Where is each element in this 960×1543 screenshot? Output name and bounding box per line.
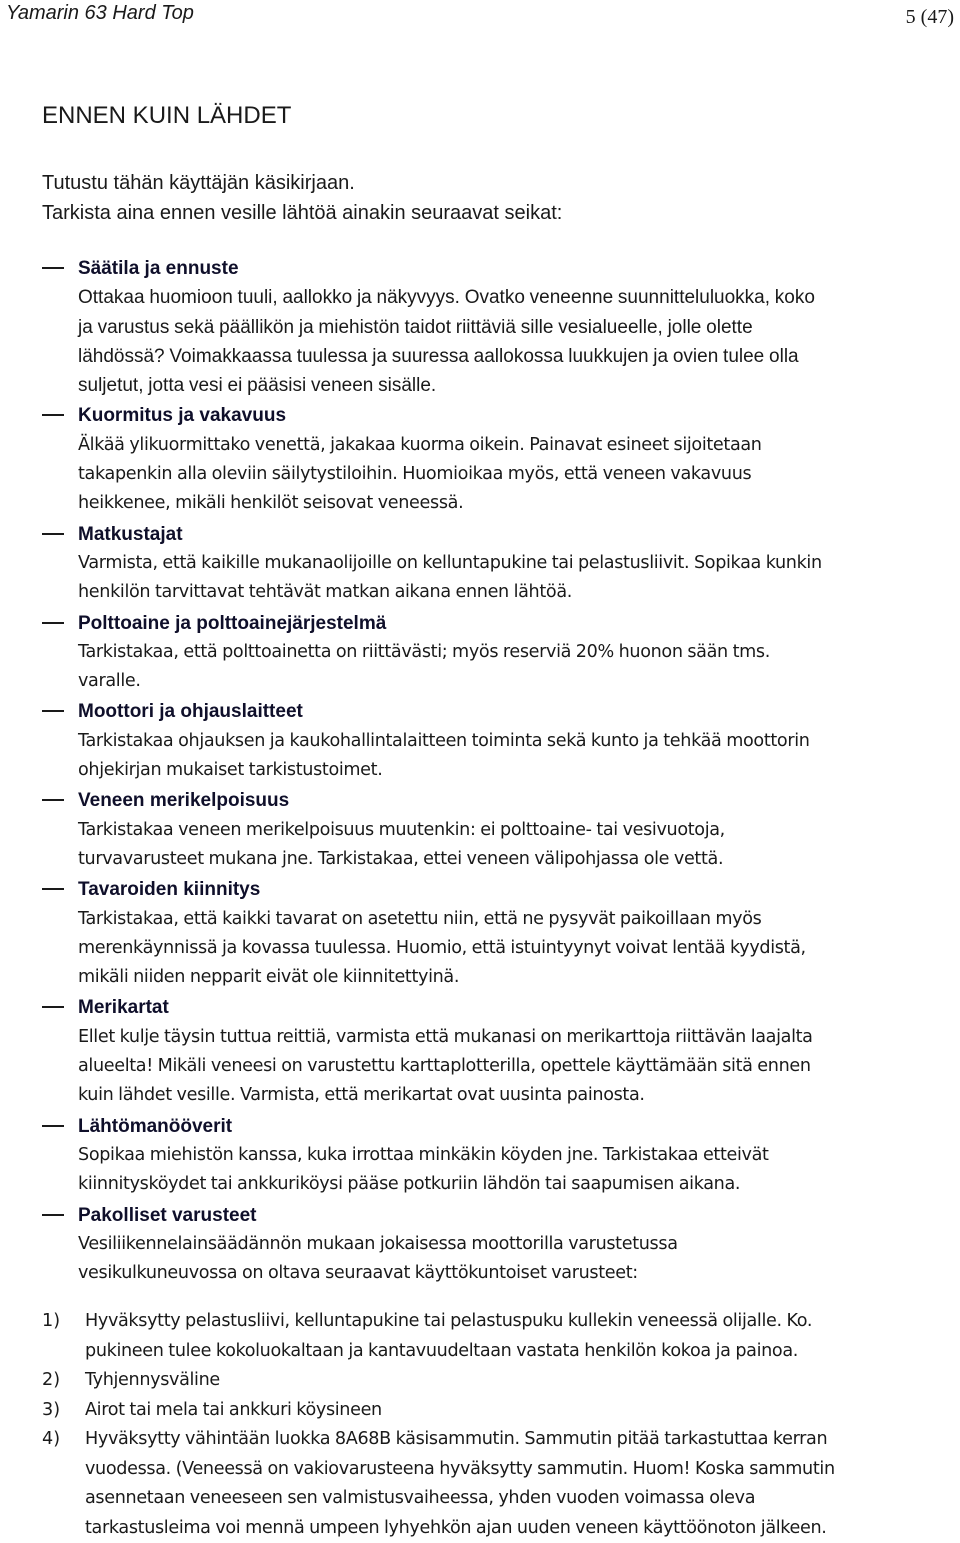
section-heading: ENNEN KUIN LÄHDET bbox=[42, 102, 291, 130]
intro-text bbox=[42, 168, 562, 228]
list-item-number: 3) bbox=[42, 1396, 60, 1426]
checklist-item-line: turvavarusteet mukana jne. Tarkistakaa, ettei veneen välipohjassa ole vettä. bbox=[78, 845, 942, 874]
checklist-item-line: Sopikaa miehistön kanssa, kuka irrottaa minkäkin köyden jne. Tarkistakaa etteivät bbox=[78, 1141, 942, 1170]
checklist-item bbox=[42, 697, 942, 785]
checklist-item-line: Älkää ylikuormittako venettä, jakakaa kuorma oikein. Painavat esineet sijoitetaan bbox=[78, 431, 942, 460]
dash-bullet bbox=[42, 799, 64, 801]
checklist-item-title: Matkustajat bbox=[78, 520, 942, 549]
checklist-item-line: Ottakaa huomioon tuuli, aallokko ja näkyvyys. Ovatko veneenne suunnitteluluokka, koko bbox=[78, 283, 942, 312]
checklist-item-line: Tarkistakaa ohjauksen ja kaukohallintalaitteen toiminta sekä kunto ja tehkää moottorin bbox=[78, 727, 942, 756]
checklist-item-line: kuin lähdet vesille. Varmista, että merikartat ovat uusinta painosta. bbox=[78, 1081, 942, 1110]
dash-bullet bbox=[42, 414, 64, 416]
checklist-item-line: vesikulkuneuvossa on oltava seuraavat käyttökuntoiset varusteet: bbox=[78, 1259, 942, 1288]
list-item bbox=[42, 1425, 942, 1543]
dash-bullet bbox=[42, 1006, 64, 1008]
checklist-item bbox=[42, 786, 942, 874]
checklist-item bbox=[42, 609, 942, 697]
list-item bbox=[42, 1366, 942, 1396]
list-item-line: Tyhjennysväline bbox=[85, 1366, 942, 1396]
checklist-item-line: mikäli niiden nepparit eivät ole kiinnitettyinä. bbox=[78, 963, 942, 992]
list-item-line: Hyväksytty pelastusliivi, kelluntapukine tai pelastuspuku kullekin veneessä olijalle. Ko. bbox=[85, 1307, 942, 1337]
checklist-item-title: Kuormitus ja vakavuus bbox=[78, 401, 942, 430]
checklist-item-line: henkilön tarvittavat tehtävät matkan aikana ennen lähtöä. bbox=[78, 578, 942, 607]
page-header bbox=[0, 0, 960, 34]
checklist-item-title: Lähtömanööverit bbox=[78, 1112, 942, 1141]
checklist-item bbox=[42, 401, 942, 518]
checklist-item-line: alueelta! Mikäli veneesi on varustettu karttaplotterilla, opettele käyttämään sitä ennen bbox=[78, 1052, 942, 1081]
checklist-item-line: lähdössä? Voimakkaassa tuulessa ja suuressa aallokossa luukkujen ja ovien tulee olla bbox=[78, 342, 942, 371]
checklist-item-title: Veneen merikelpoisuus bbox=[78, 786, 942, 815]
dash-bullet bbox=[42, 1214, 64, 1216]
checklist-item-title: Tavaroiden kiinnitys bbox=[78, 875, 942, 904]
page-number: 5 (47) bbox=[906, 6, 954, 29]
checklist-item-line: ja varustus sekä päällikön ja miehistön taidot riittäviä sille vesialueelle, jolle olette bbox=[78, 313, 942, 342]
list-item-line: vuodessa. (Veneessä on vakiovarusteena hyväksytty sammutin. Huom! Koska sammutin bbox=[85, 1455, 942, 1485]
checklist-item-line: suljetut, jotta vesi ei pääsisi veneen sisälle. bbox=[78, 371, 942, 400]
checklist-item-line: varalle. bbox=[78, 667, 942, 696]
dash-bullet bbox=[42, 533, 64, 535]
checklist-item-title: Säätila ja ennuste bbox=[78, 254, 942, 283]
list-item-line: Hyväksytty vähintään luokka 8A68B käsisammutin. Sammutin pitää tarkastuttaa kerran bbox=[85, 1425, 942, 1455]
dash-bullet bbox=[42, 1125, 64, 1127]
checklist-item-line: merenkäynnissä ja kovassa tuulessa. Huomio, että istuintyynyt voivat lentää kyydistä, bbox=[78, 934, 942, 963]
list-item-number: 2) bbox=[42, 1366, 60, 1396]
checklist-item-line: Tarkistakaa veneen merikelpoisuus muutenkin: ei polttoaine- tai vesivuotoja, bbox=[78, 816, 942, 845]
dash-bullet bbox=[42, 710, 64, 712]
checklist-item bbox=[42, 1201, 942, 1289]
list-item bbox=[42, 1307, 942, 1366]
checklist-item-line: Varmista, että kaikille mukanaolijoille on kelluntapukine tai pelastusliivit. Sopikaa kunkin bbox=[78, 549, 942, 578]
checklist-item-title: Moottori ja ohjauslaitteet bbox=[78, 697, 942, 726]
list-item-line: asennetaan veneeseen sen valmistusvaiheessa, yhden vuoden voimassa oleva bbox=[85, 1484, 942, 1514]
checklist-item-line: Tarkistakaa, että kaikki tavarat on asetettu niin, että ne pysyvät paikoillaan myös bbox=[78, 905, 942, 934]
list-item-line: pukineen tulee kokoluokaltaan ja kantavuudeltaan vastata henkilön kokoa ja painoa. bbox=[85, 1337, 942, 1367]
document-title: Yamarin 63 Hard Top bbox=[6, 2, 194, 25]
checklist-item-line: takapenkin alla oleviin säilytystiloihin. Huomioikaa myös, että veneen vakavuus bbox=[78, 460, 942, 489]
checklist-item bbox=[42, 993, 942, 1110]
checklist-item-title: Polttoaine ja polttoainejärjestelmä bbox=[78, 609, 942, 638]
dash-bullet bbox=[42, 267, 64, 269]
list-item-line: tarkastusleima voi mennä umpeen lyhyehkön ajan uuden veneen käyttöönoton jälkeen. bbox=[85, 1514, 942, 1543]
checklist-item-title: Merikartat bbox=[78, 993, 942, 1022]
checklist-item bbox=[42, 875, 942, 992]
checklist-item bbox=[42, 254, 942, 400]
checklist-item-line: ohjekirjan mukaiset tarkistustoimet. bbox=[78, 756, 942, 785]
dash-bullet bbox=[42, 888, 64, 890]
intro-line: Tarkista aina ennen vesille lähtöä ainakin seuraavat seikat: bbox=[42, 198, 562, 228]
list-item-line: Airot tai mela tai ankkuri köysineen bbox=[85, 1396, 942, 1426]
checklist-item-line: heikkenee, mikäli henkilöt seisovat veneessä. bbox=[78, 489, 942, 518]
checklist-item-line: Vesiliikennelainsäädännön mukaan jokaisessa moottorilla varustetussa bbox=[78, 1230, 942, 1259]
list-item-number: 1) bbox=[42, 1307, 60, 1337]
intro-line: Tutustu tähän käyttäjän käsikirjaan. bbox=[42, 168, 562, 198]
pre-departure-checklist bbox=[42, 254, 942, 1289]
checklist-item-line: Ellet kulje täysin tuttua reittiä, varmista että mukanasi on merikarttoja riittävän laajalta bbox=[78, 1023, 942, 1052]
list-item bbox=[42, 1396, 942, 1426]
mandatory-equipment-list bbox=[42, 1307, 942, 1543]
dash-bullet bbox=[42, 622, 64, 624]
checklist-item-line: Tarkistakaa, että polttoainetta on riittävästi; myös reserviä 20% huonon sään tms. bbox=[78, 638, 942, 667]
checklist-item bbox=[42, 520, 942, 608]
checklist-item bbox=[42, 1112, 942, 1200]
checklist-item-line: kiinnitysköydet tai ankkuriköysi pääse potkuriin lähdön tai saapumisen aikana. bbox=[78, 1170, 942, 1199]
checklist-item-title: Pakolliset varusteet bbox=[78, 1201, 942, 1230]
list-item-number: 4) bbox=[42, 1425, 60, 1455]
